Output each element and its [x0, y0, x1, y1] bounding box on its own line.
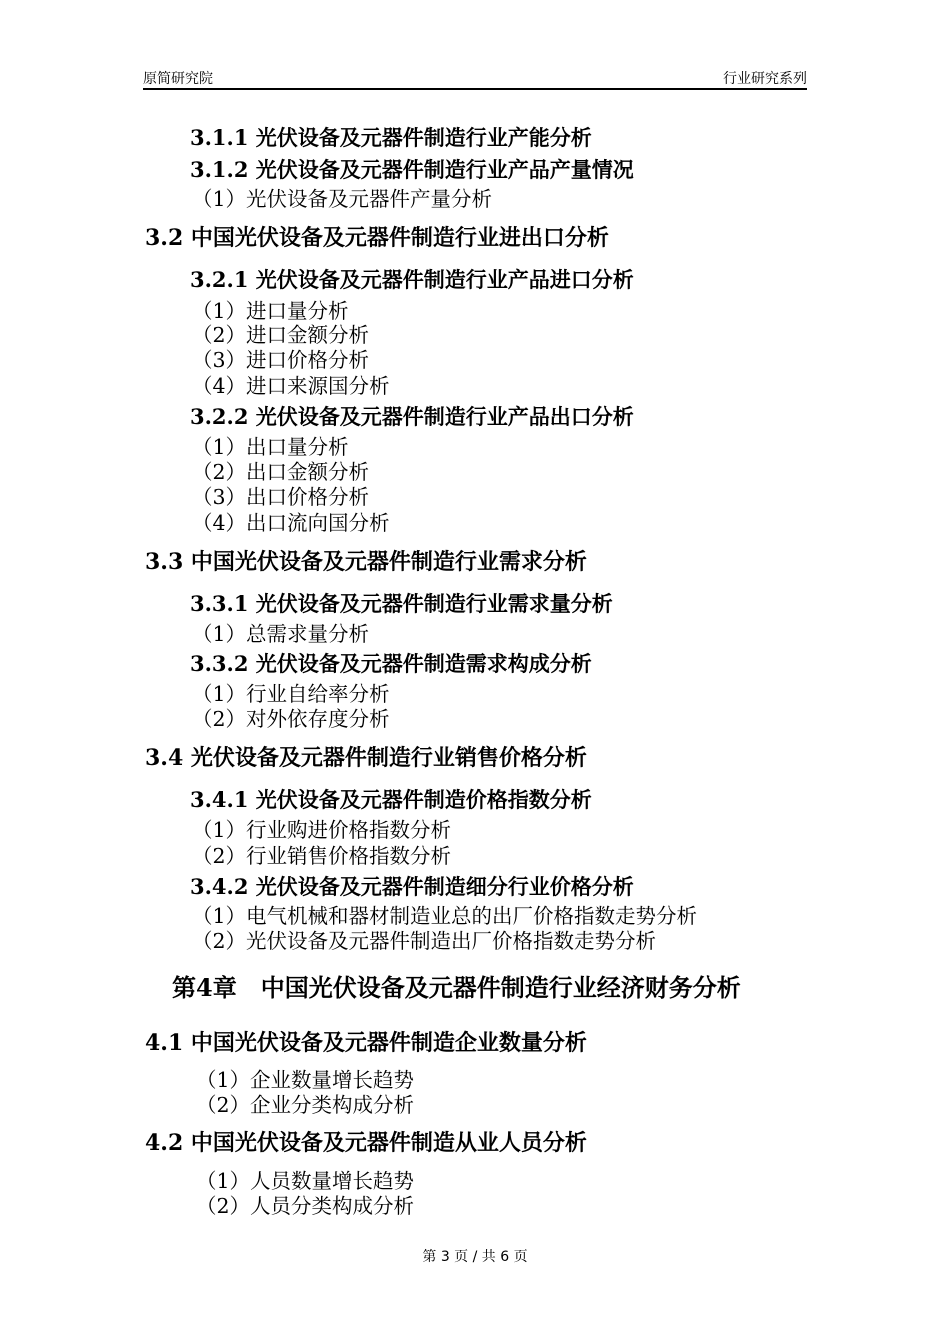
page-number: 第 3 页 / 共 6 页	[422, 1249, 528, 1265]
toc-item: （1）行业购进价格指数分析	[192, 818, 452, 842]
toc-item: （1）总需求量分析	[192, 622, 370, 646]
toc-item: （1）进口量分析	[192, 299, 349, 323]
toc-section: 3.2 中国光伏设备及元器件制造行业进出口分析	[145, 225, 609, 251]
toc-item: （3）进口价格分析	[192, 348, 370, 372]
toc-item: （2）企业分类构成分析	[196, 1093, 415, 1117]
toc-item: （2）光伏设备及元器件制造出厂价格指数走势分析	[192, 929, 657, 953]
toc-section: 3.3 中国光伏设备及元器件制造行业需求分析	[145, 549, 587, 575]
toc-item: （2）人员分类构成分析	[196, 1194, 415, 1218]
toc-item: （1）人员数量增长趋势	[196, 1169, 415, 1193]
toc-item: （1）行业自给率分析	[192, 682, 390, 706]
toc-item: （4）出口流向国分析	[192, 511, 390, 535]
toc-subsection: 3.1.2 光伏设备及元器件制造行业产品产量情况	[190, 157, 634, 182]
toc-section: 3.4 光伏设备及元器件制造行业销售价格分析	[145, 745, 587, 771]
toc-subsection: 3.3.1 光伏设备及元器件制造行业需求量分析	[190, 591, 613, 616]
toc-subsection: 3.4.2 光伏设备及元器件制造细分行业价格分析	[190, 874, 634, 899]
toc-item: （2）出口金额分析	[192, 460, 370, 484]
header-divider	[143, 88, 807, 90]
toc-item: （1）光伏设备及元器件产量分析	[192, 187, 493, 211]
toc-item: （1）电气机械和器材制造业总的出厂价格指数走势分析	[192, 904, 698, 928]
toc-subsection: 3.4.1 光伏设备及元器件制造价格指数分析	[190, 787, 592, 812]
toc-item: （1）出口量分析	[192, 435, 349, 459]
toc-item: （4）进口来源国分析	[192, 374, 390, 398]
toc-subsection: 3.1.1 光伏设备及元器件制造行业产能分析	[190, 125, 592, 150]
toc-section: 4.1 中国光伏设备及元器件制造企业数量分析	[145, 1030, 587, 1056]
toc-subsection: 3.2.1 光伏设备及元器件制造行业产品进口分析	[190, 267, 634, 292]
toc-subsection: 3.3.2 光伏设备及元器件制造需求构成分析	[190, 651, 592, 676]
toc-item: （2）进口金额分析	[192, 323, 370, 347]
toc-item: （3）出口价格分析	[192, 485, 370, 509]
toc-item: （2）行业销售价格指数分析	[192, 844, 452, 868]
toc-item: （2）对外依存度分析	[192, 707, 390, 731]
toc-chapter: 第4章 中国光伏设备及元器件制造行业经济财务分析	[172, 973, 741, 1002]
toc-item: （1）企业数量增长趋势	[196, 1068, 415, 1092]
toc-subsection: 3.2.2 光伏设备及元器件制造行业产品出口分析	[190, 404, 634, 429]
header-series: 行业研究系列	[723, 71, 807, 87]
toc-section: 4.2 中国光伏设备及元器件制造从业人员分析	[145, 1130, 587, 1156]
header-organization: 原简研究院	[143, 71, 213, 87]
